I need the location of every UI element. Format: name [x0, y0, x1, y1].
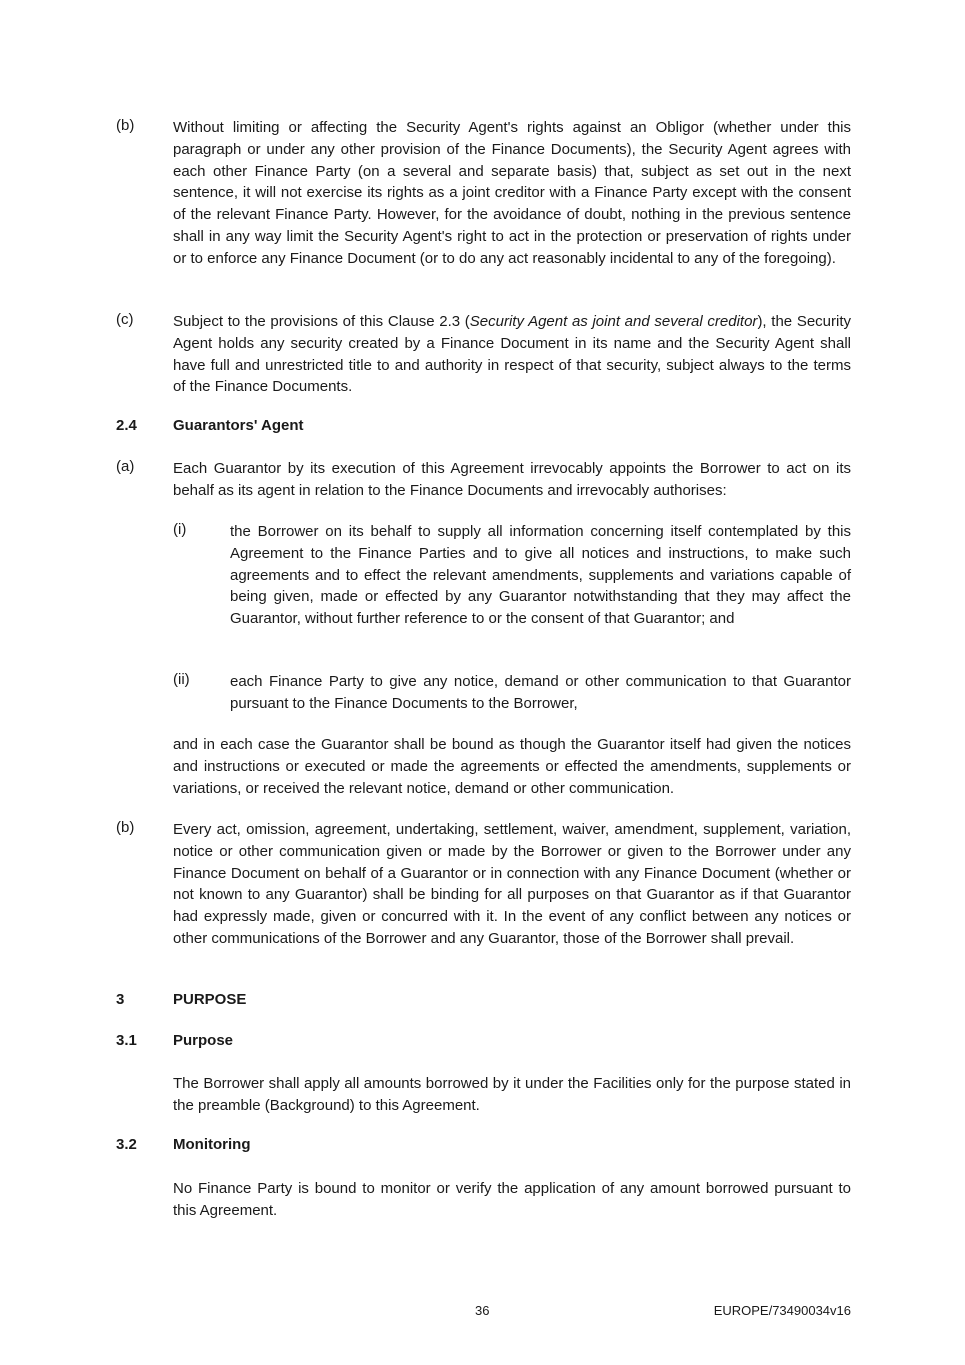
clause-2-4-a-i-text: the Borrower on its behalf to supply all information concerning itself contemplated by this Agreement to the Finance Parties and to give all notices and instructions, to make such agreements and to effect the relevant amendments, supplements and variations capable of being given, made or effected by any Guarantor notwithstanding that they may affect the Guarantor, without further reference to or the consent of that Guarantor; and: [230, 523, 851, 628]
subclause-label: (i): [173, 521, 187, 538]
section-title: PURPOSE: [173, 991, 247, 1008]
section-number: 2.4: [116, 417, 137, 434]
section-title: Monitoring: [173, 1136, 251, 1153]
clause-label: (b): [116, 819, 135, 836]
clause-text-part: Subject to the provisions of this Clause 2.3 (: [173, 313, 470, 330]
clause-3-1-text: The Borrower shall apply all amounts borrowed by it under the Facilities only for the purpose stated in the preamble (Background) to this Agreement.: [173, 1075, 851, 1114]
clause-italic-reference: Security Agent as joint and several creditor: [469, 313, 758, 330]
clause-label: (c): [116, 311, 134, 328]
clause-label: (b): [116, 117, 135, 134]
clause-3-2-text: No Finance Party is bound to monitor or verify the application of any amount borrowed pursuant to this Agreement.: [173, 1180, 851, 1219]
clause-text-part: ), the Security Agent holds any security created by a Finance Document in its name and the Security Agent shall have full and unrestricted title to and authority in respect of that security, subject always to the terms of the Finance Documents.: [173, 313, 851, 396]
subclause-label: (ii): [173, 671, 190, 688]
clause-2-4-a-text: Each Guarantor by its execution of this Agreement irrevocably appoints the Borrower to act on its behalf as its agent in relation to the Finance Documents and irrevocably authorises:: [173, 460, 851, 499]
clause-2-3-b-text: Without limiting or affecting the Security Agent's rights against an Obligor (whether under this paragraph or under any other provision of the Finance Documents), the Security Agent agrees with each other Finance Party (on a several and separate basis) that, subject as set out in the next sentence, it will not exercise its rights as a joint creditor with a Finance Party except with the consent of the relevant Finance Party. However, for the avoidance of doubt, nothing in the previous sentence shall in any way limit the Security Agent's right to act in the protection or preservation of rights under or to enforce any Finance Document (or to do any act reasonably incidental to any of the foregoing).: [173, 119, 851, 267]
section-number: 3.2: [116, 1136, 137, 1153]
clause-2-4-b-text: Every act, omission, agreement, undertaking, settlement, waiver, amendment, supplement, variation, notice or other communication given or made by the Borrower or given to the Borrower under any Finance Document on behalf of a Guarantor or in connection with any Finance Document (whether or not known to any Guarantor) shall be binding for all purposes on that Guarantor as if that Guarantor had expressly made, given or concurred with it. In the event of any conflict between any notices or other communications of the Borrower and any Guarantor, those of the Borrower shall prevail.: [173, 821, 851, 947]
clause-2-3-c-text: [173, 311, 851, 398]
page-number: 36: [475, 1303, 490, 1318]
section-number: 3.1: [116, 1032, 137, 1049]
clause-2-4-a-ii-text: each Finance Party to give any notice, demand or other communication to that Guarantor pursuant to the Finance Documents to the Borrower,: [230, 673, 851, 712]
section-number: 3: [116, 991, 125, 1008]
section-title: Guarantors' Agent: [173, 417, 304, 434]
clause-label: (a): [116, 458, 135, 475]
document-reference: EUROPE/73490034v16: [713, 1303, 851, 1318]
clause-2-4-a-tail-text: and in each case the Guarantor shall be bound as though the Guarantor itself had given the notices and instructions or executed or made the agreements or effected the amendments, supplements or variations, or received the relevant notice, demand or other communication.: [173, 736, 851, 797]
section-title: Purpose: [173, 1032, 234, 1049]
